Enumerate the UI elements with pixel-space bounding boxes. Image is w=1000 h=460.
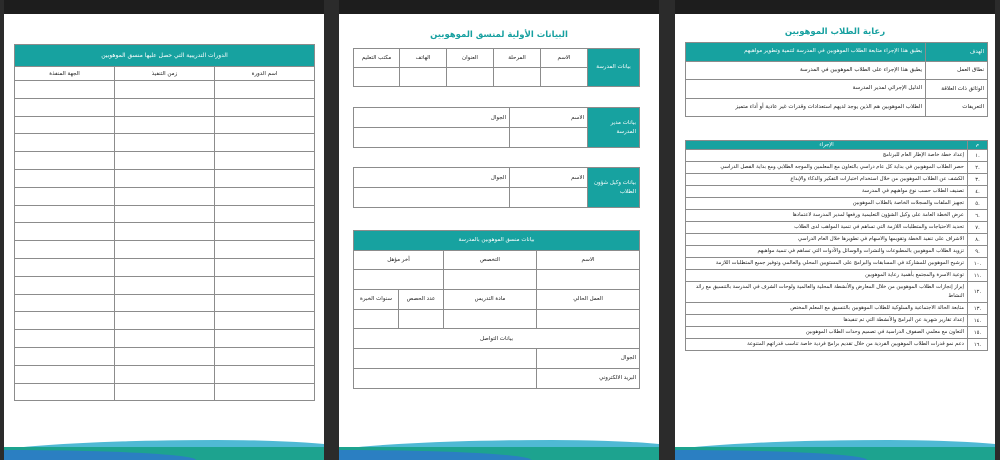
table-row xyxy=(15,330,315,348)
agent-mobile-label: الجوال xyxy=(354,168,510,188)
course-name-cell[interactable] xyxy=(215,383,315,401)
step-number: ٣. xyxy=(968,174,988,186)
course-name-cell[interactable] xyxy=(215,98,315,116)
step-number: ١٤. xyxy=(968,315,988,327)
course-name-cell[interactable] xyxy=(215,365,315,383)
subject-field[interactable] xyxy=(444,309,537,329)
execution-time-cell[interactable] xyxy=(115,294,215,312)
courses-table-title: الدورات التدريبية التي حصل عليها منسق الموهوبين xyxy=(15,45,315,67)
executing-body-cell[interactable] xyxy=(15,276,115,294)
step-row xyxy=(686,246,988,258)
course-name-cell[interactable] xyxy=(215,258,315,276)
page-title: رعاية الطلاب الموهوبين xyxy=(784,27,886,37)
step-number: ٢. xyxy=(968,162,988,174)
table-row xyxy=(15,205,315,223)
subject-label: مادة التدريس xyxy=(444,290,537,310)
col-execution-time: زمن التنفيذ xyxy=(115,67,215,81)
specialty-label: التخصص xyxy=(444,250,537,270)
table-row xyxy=(15,134,315,152)
execution-time-cell[interactable] xyxy=(115,116,215,134)
table-row xyxy=(15,241,315,259)
execution-time-cell[interactable] xyxy=(115,205,215,223)
step-text: إعداد تقارير شهرية عن البرامج والأنشطة التي تم تنفيذها xyxy=(686,315,968,327)
info-label: نطاق العمل xyxy=(926,61,988,80)
step-number: ٧. xyxy=(968,222,988,234)
step-row xyxy=(686,162,988,174)
course-name-cell[interactable] xyxy=(215,312,315,330)
courses-page xyxy=(4,0,324,460)
info-label: التعريفات xyxy=(926,98,988,117)
school-data-table xyxy=(353,48,640,87)
coordinator-name-label: الاسم xyxy=(537,250,640,270)
steps-header-label: الإجراء xyxy=(686,141,968,150)
step-text: ترشيح الموهوبين للمشاركة في المسابقات والبرامج على المستويين المحلي والعالمي وتوفير جميع المتطلبات اللازمة xyxy=(686,258,968,270)
procedure-info-rows xyxy=(686,43,988,117)
page-footer-wave xyxy=(339,434,659,460)
page-top-bar xyxy=(339,0,659,14)
executing-body-cell[interactable] xyxy=(15,294,115,312)
table-row xyxy=(15,294,315,312)
executing-body-cell[interactable] xyxy=(15,116,115,134)
courses-table xyxy=(14,44,315,401)
step-number: ٥. xyxy=(968,198,988,210)
contact-header: بيانات التواصل xyxy=(354,329,640,349)
info-value: يطبق هذا الإجراء متابعة الطلاب الموهوبين في المدرسة لتنمية وتطوير مواهبهم xyxy=(686,43,926,62)
qualification-label: آخر مؤهل xyxy=(354,250,444,270)
table-row xyxy=(15,258,315,276)
page-top-bar xyxy=(4,0,324,14)
step-number: ١٦. xyxy=(968,339,988,351)
agent-data-table xyxy=(353,167,640,208)
course-name-cell[interactable] xyxy=(215,187,315,205)
step-text: حصر الطلاب الموهوبين في بداية كل عام دراسي بالتعاون مع المعلمين والموجه الطلابي ومع بداية الفصل الدراسي xyxy=(686,162,968,174)
col-stage: المرحلة xyxy=(494,49,541,68)
step-row xyxy=(686,222,988,234)
step-text: الكشف عن الطلاب الموهوبين من خلال استخدام اختبارات التفكير والذكاء والإبداع xyxy=(686,174,968,186)
info-value: الدليل الإجرائي لمدير المدرسة xyxy=(686,80,926,99)
procedure-steps-rows xyxy=(686,150,988,351)
procedure-steps-table xyxy=(685,140,988,351)
course-name-cell[interactable] xyxy=(215,276,315,294)
experience-label: سنوات الخبرة xyxy=(354,290,399,310)
execution-time-cell[interactable] xyxy=(115,134,215,152)
executing-body-cell[interactable] xyxy=(15,241,115,259)
info-value: يطبق هذا الإجراء على الطلاب الموهوبين في المدرسة xyxy=(686,61,926,80)
school-name-field[interactable] xyxy=(541,68,588,87)
education-office-field[interactable] xyxy=(354,68,400,87)
step-number: ١٠. xyxy=(968,258,988,270)
coordinator-header: بيانات منسق الموهوبين بالمدرسة xyxy=(354,231,640,251)
step-number: ١٢. xyxy=(968,282,988,303)
execution-time-cell[interactable] xyxy=(115,81,215,99)
step-text: الاشراف على تنفيذ الخطة وتقويمها والاسهام في تطويرها خلال العام الدراسي xyxy=(686,234,968,246)
execution-time-cell[interactable] xyxy=(115,312,215,330)
course-name-cell[interactable] xyxy=(215,330,315,348)
current-work-field[interactable] xyxy=(537,309,640,329)
coordinator-email-label: البريد الالكتروني xyxy=(537,368,640,388)
current-work-label: العمل الحالي xyxy=(537,290,640,310)
step-number: ١١. xyxy=(968,270,988,282)
step-text: عرض الخطة العامة على وكيل الشؤون التعليمية ورفعها لمدير المدرسة لاعتمادها xyxy=(686,210,968,222)
step-text: إعداد خطة خاصة الإطار العام للبرنامج xyxy=(686,150,968,162)
agent-mobile-field[interactable] xyxy=(354,188,510,208)
phone-field[interactable] xyxy=(400,68,447,87)
course-name-cell[interactable] xyxy=(215,169,315,187)
execution-time-cell[interactable] xyxy=(115,241,215,259)
step-row xyxy=(686,339,988,351)
step-text: التعاون مع معلمي الصفوف الدراسية في تصميم وحدات الطلاب الموهوبين xyxy=(686,327,968,339)
course-name-cell[interactable] xyxy=(215,294,315,312)
step-row xyxy=(686,210,988,222)
execution-time-cell[interactable] xyxy=(115,383,215,401)
course-name-cell[interactable] xyxy=(215,347,315,365)
initial-data-page xyxy=(339,0,659,460)
agent-name-field[interactable] xyxy=(510,188,588,208)
course-name-cell[interactable] xyxy=(215,152,315,170)
step-text: إبراز إنجازات الطلاب الموهوبين من خلال المعارض والأنشطة المحلية والعالمية ولوحات الشرف في المدرسة بالتنسيق مع رائد النشاط xyxy=(686,282,968,303)
director-data-table xyxy=(353,107,640,148)
course-name-cell[interactable] xyxy=(215,241,315,259)
director-name-field[interactable] xyxy=(510,128,588,148)
course-name-cell[interactable] xyxy=(215,223,315,241)
table-row xyxy=(15,116,315,134)
table-row xyxy=(15,312,315,330)
coordinator-data-table xyxy=(353,230,640,389)
col-name: الاسم xyxy=(541,49,588,68)
execution-time-cell[interactable] xyxy=(115,276,215,294)
coordinator-email-field[interactable] xyxy=(354,368,537,388)
step-text: متابعة الحالة الاجتماعية والسلوكية للطلاب الموهوبين بالتنسيق مع المعلم المختص xyxy=(686,303,968,315)
step-text: تحديد الاحتياجات والمتطلبات اللازمة التي تساهم في تنمية المواهب لدى الطلاب xyxy=(686,222,968,234)
procedure-info-table xyxy=(685,42,988,117)
director-name-label: الاسم xyxy=(510,108,588,128)
stage-field[interactable] xyxy=(494,68,541,87)
executing-body-cell[interactable] xyxy=(15,347,115,365)
step-row xyxy=(686,327,988,339)
executing-body-cell[interactable] xyxy=(15,81,115,99)
step-text: تزويد الطلاب الموهوبين بالمطبوعات والنشرات والوسائل والأدوات التي تساهم في تنمية مواهبهم xyxy=(686,246,968,258)
info-label: الوثائق ذات العلاقة xyxy=(926,80,988,99)
specialty-field[interactable] xyxy=(444,270,537,290)
execution-time-cell[interactable] xyxy=(115,152,215,170)
course-name-cell[interactable] xyxy=(215,81,315,99)
execution-time-cell[interactable] xyxy=(115,347,215,365)
coordinator-mobile-field[interactable] xyxy=(354,349,537,369)
info-row xyxy=(686,43,988,62)
experience-field[interactable] xyxy=(354,309,399,329)
executing-body-cell[interactable] xyxy=(15,134,115,152)
step-number: ١٣. xyxy=(968,303,988,315)
executing-body-cell[interactable] xyxy=(15,152,115,170)
execution-time-cell[interactable] xyxy=(115,98,215,116)
step-row xyxy=(686,186,988,198)
step-row xyxy=(686,258,988,270)
course-name-cell[interactable] xyxy=(215,134,315,152)
steps-header-num: م xyxy=(968,141,988,150)
executing-body-cell[interactable] xyxy=(15,223,115,241)
page-footer-wave xyxy=(675,434,995,460)
step-number: ٨. xyxy=(968,234,988,246)
col-education-office: مكتب التعليم xyxy=(354,49,400,68)
step-number: ١. xyxy=(968,150,988,162)
step-row xyxy=(686,234,988,246)
table-row xyxy=(15,276,315,294)
execution-time-cell[interactable] xyxy=(115,330,215,348)
executing-body-cell[interactable] xyxy=(15,365,115,383)
info-row xyxy=(686,61,988,80)
school-data-label: بيانات المدرسة xyxy=(588,49,640,87)
coordinator-name-field[interactable] xyxy=(537,270,640,290)
step-row xyxy=(686,174,988,186)
page-footer-wave xyxy=(4,434,324,460)
info-value: الطلاب الموهوبين هم الذين يوجد لديهم استعدادات وقدرات غير عادية أو أداء متميز xyxy=(686,98,926,117)
qualification-field[interactable] xyxy=(354,270,444,290)
agent-name-label: الاسم xyxy=(510,168,588,188)
address-field[interactable] xyxy=(447,68,494,87)
executing-body-cell[interactable] xyxy=(15,187,115,205)
courses-rows xyxy=(15,81,315,401)
director-mobile-field[interactable] xyxy=(354,128,510,148)
course-name-cell[interactable] xyxy=(215,116,315,134)
step-text: توعية الاسرة والمجتمع بأهمية رعاية الموهوبين xyxy=(686,270,968,282)
table-row xyxy=(15,169,315,187)
table-row xyxy=(15,365,315,383)
step-row xyxy=(686,198,988,210)
table-row xyxy=(15,187,315,205)
step-number: ٤. xyxy=(968,186,988,198)
step-number: ١٥. xyxy=(968,327,988,339)
step-text: تجهيز الملفات والسجلات الخاصة بالطلاب الموهوبين xyxy=(686,198,968,210)
page-title: البيانات الأولية لمنسق الموهوبين xyxy=(430,30,568,40)
classes-field[interactable] xyxy=(399,309,444,329)
step-row xyxy=(686,315,988,327)
director-mobile-label: الجوال xyxy=(354,108,510,128)
executing-body-cell[interactable] xyxy=(15,98,115,116)
col-address: العنوان xyxy=(447,49,494,68)
step-number: ٦. xyxy=(968,210,988,222)
execution-time-cell[interactable] xyxy=(115,365,215,383)
page-top-bar xyxy=(675,0,995,14)
executing-body-cell[interactable] xyxy=(15,383,115,401)
col-executing-body: الجهة المنفذة xyxy=(15,67,115,81)
step-row xyxy=(686,270,988,282)
course-name-cell[interactable] xyxy=(215,205,315,223)
table-row xyxy=(15,223,315,241)
table-row xyxy=(15,81,315,99)
step-text: دعم نمو قدرات الطلاب الموهوبين الفردية من خلال تقديم برامج فردية خاصة تناسب قدراتهم المتنوعة xyxy=(686,339,968,351)
info-label: الهدف xyxy=(926,43,988,62)
table-row xyxy=(15,152,315,170)
executing-body-cell[interactable] xyxy=(15,205,115,223)
step-text: تصنيف الطلاب حسب نوع مواهبهم في المدرسة xyxy=(686,186,968,198)
col-phone: الهاتف xyxy=(400,49,447,68)
step-row xyxy=(686,303,988,315)
table-row xyxy=(15,383,315,401)
step-row xyxy=(686,150,988,162)
step-row xyxy=(686,282,988,303)
col-course-name: اسم الدورة xyxy=(215,67,315,81)
executing-body-cell[interactable] xyxy=(15,169,115,187)
execution-time-cell[interactable] xyxy=(115,187,215,205)
table-row xyxy=(15,98,315,116)
classes-label: عدد الحصص xyxy=(399,290,444,310)
coordinator-mobile-label: الجوال xyxy=(537,349,640,369)
agent-data-label: بيانات وكيل شؤون الطلاب xyxy=(588,168,640,208)
gifted-care-page xyxy=(675,0,995,460)
executing-body-cell[interactable] xyxy=(15,330,115,348)
executing-body-cell[interactable] xyxy=(15,258,115,276)
step-number: ٩. xyxy=(968,246,988,258)
table-row xyxy=(15,347,315,365)
execution-time-cell[interactable] xyxy=(115,223,215,241)
info-row xyxy=(686,80,988,99)
director-data-label: بيانات مدير المدرسة xyxy=(588,108,640,148)
execution-time-cell[interactable] xyxy=(115,169,215,187)
info-row xyxy=(686,98,988,117)
execution-time-cell[interactable] xyxy=(115,258,215,276)
executing-body-cell[interactable] xyxy=(15,312,115,330)
